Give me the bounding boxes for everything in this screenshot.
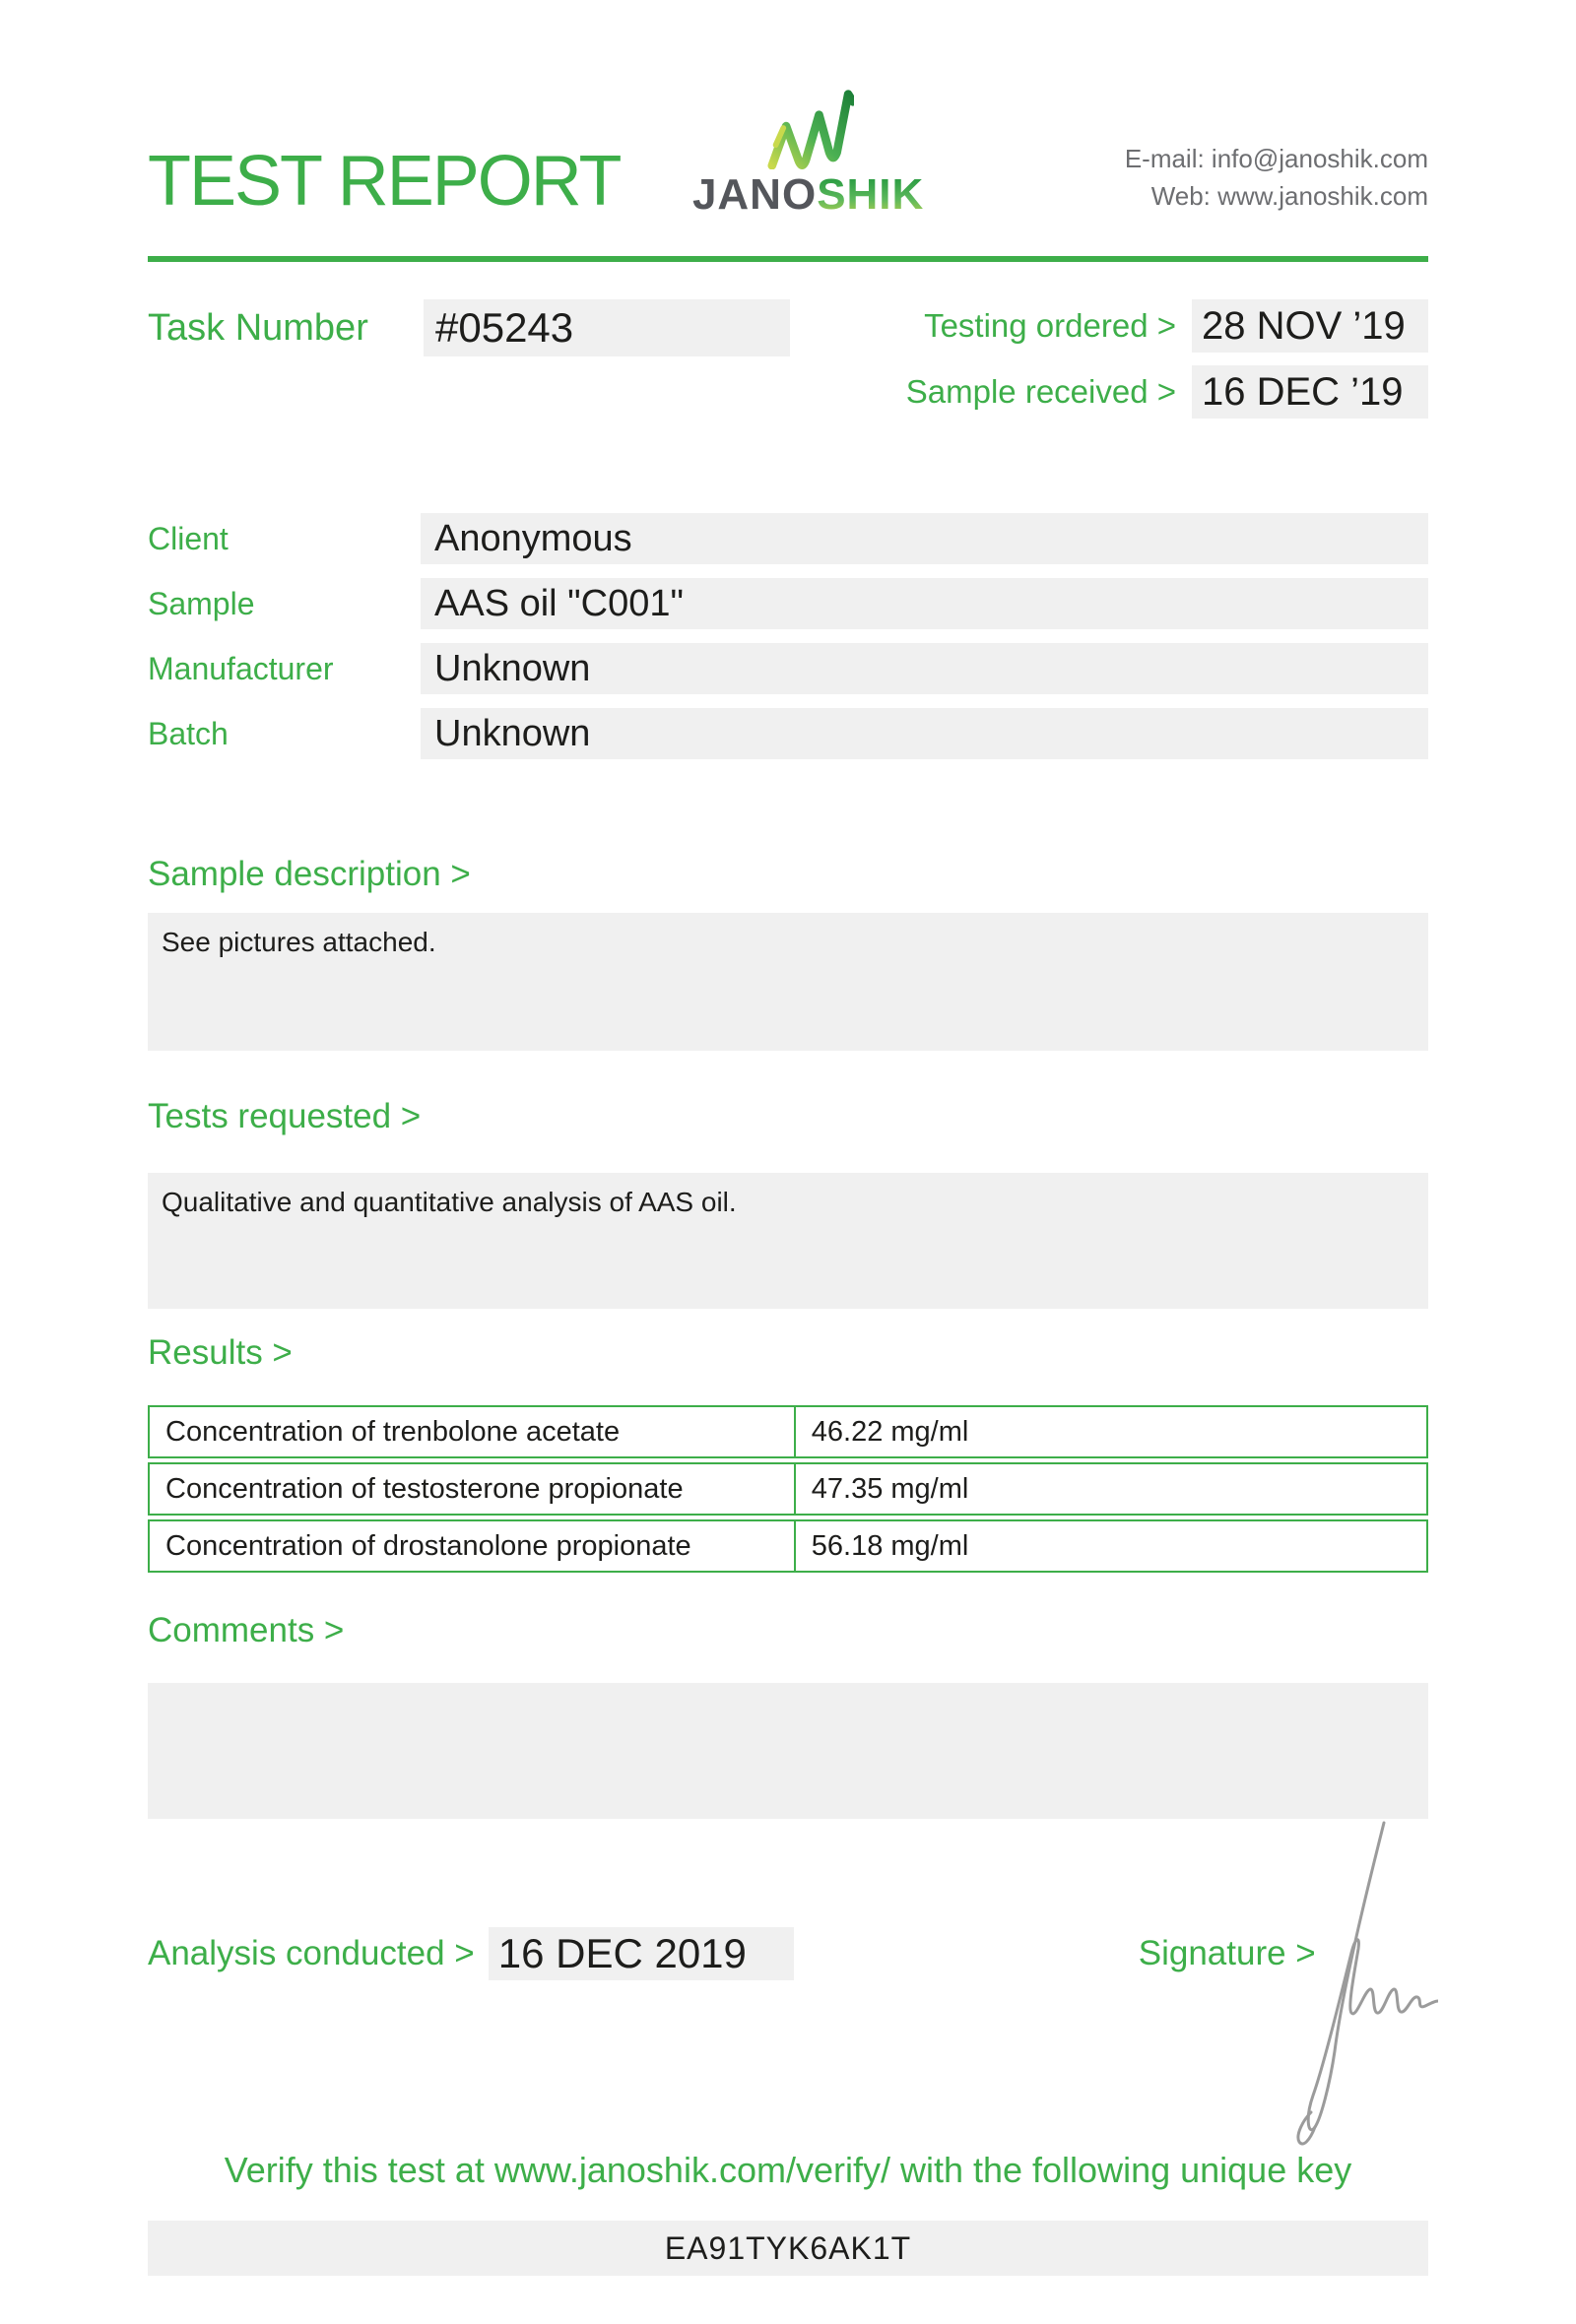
- analysis-conducted-label: Analysis conducted >: [148, 1934, 475, 1972]
- analysis-signature-row: [148, 1927, 1428, 1980]
- task-number-label: Task Number: [148, 306, 368, 349]
- manufacturer-value: Unknown: [421, 643, 1428, 694]
- header-divider: [148, 256, 1428, 262]
- contact-web: Web: www.janoshik.com: [1150, 181, 1428, 211]
- sample-value: AAS oil "C001": [421, 578, 1428, 629]
- growth-chart-icon: [763, 87, 854, 169]
- results-heading: Results >: [148, 1333, 293, 1372]
- sample-label: Sample: [148, 585, 255, 621]
- manufacturer-label: Manufacturer: [148, 650, 334, 686]
- sample-received-row: [906, 365, 1428, 419]
- result-test-name: Concentration of drostanolone propionate: [150, 1521, 796, 1571]
- table-row: [148, 1405, 1428, 1458]
- sample-received-date: 16 DEC ’19: [1192, 365, 1428, 419]
- testing-ordered-row: [906, 299, 1428, 353]
- result-value: 46.22 mg/ml: [811, 1415, 969, 1448]
- logo-wordmark: [691, 170, 925, 219]
- result-value: 47.35 mg/ml: [811, 1472, 969, 1505]
- logo-text-jano: JANO: [691, 170, 818, 219]
- unique-key: EA91TYK6AK1T: [148, 2221, 1428, 2276]
- dates-column: [906, 299, 1428, 419]
- batch-value: Unknown: [421, 708, 1428, 759]
- sample-description-box: See pictures attached.: [148, 913, 1428, 1051]
- detail-row-manufacturer: [148, 643, 1428, 694]
- task-number-value: #05243: [424, 299, 790, 356]
- sample-received-label: Sample received >: [905, 373, 1176, 410]
- client-label: Client: [148, 520, 229, 556]
- tests-requested-box: Qualitative and quantitative analysis of AAS oil.: [148, 1173, 1428, 1309]
- result-value: 56.18 mg/ml: [811, 1529, 969, 1562]
- table-row: [148, 1462, 1428, 1516]
- comments-box: [148, 1683, 1428, 1819]
- tests-requested-heading: Tests requested >: [148, 1097, 422, 1135]
- contact-email: E-mail: info@janoshik.com: [1124, 144, 1428, 173]
- testing-ordered-label: Testing ordered >: [924, 307, 1176, 344]
- result-test-name: Concentration of testosterone propionate: [150, 1464, 796, 1514]
- detail-row-batch: [148, 708, 1428, 759]
- logo-text-shik: SHIK: [817, 170, 925, 219]
- task-number-row: [148, 299, 790, 356]
- result-test-name: Concentration of trenbolone acetate: [150, 1407, 796, 1456]
- batch-label: Batch: [148, 715, 229, 751]
- signature-image: [1290, 1817, 1438, 2152]
- comments-heading: Comments >: [148, 1611, 345, 1649]
- report-header: [148, 79, 1428, 221]
- contact-info: [1125, 140, 1428, 217]
- results-table: [148, 1405, 1428, 1573]
- testing-ordered-date: 28 NOV ’19: [1192, 299, 1428, 353]
- janoshik-logo: [692, 87, 924, 217]
- detail-row-sample: [148, 578, 1428, 629]
- page-title: TEST REPORT: [148, 142, 621, 221]
- verify-instruction: Verify this test at www.janoshik.com/verify/ with the following unique key: [224, 2150, 1352, 2190]
- analysis-date: 16 DEC 2019: [489, 1927, 794, 1980]
- sample-details: [148, 513, 1428, 759]
- task-section: [148, 299, 1428, 419]
- detail-row-client: [148, 513, 1428, 564]
- table-row: [148, 1519, 1428, 1573]
- sample-description-heading: Sample description >: [148, 855, 471, 893]
- client-value: Anonymous: [421, 513, 1428, 564]
- signature-label: Signature >: [1138, 1934, 1316, 1972]
